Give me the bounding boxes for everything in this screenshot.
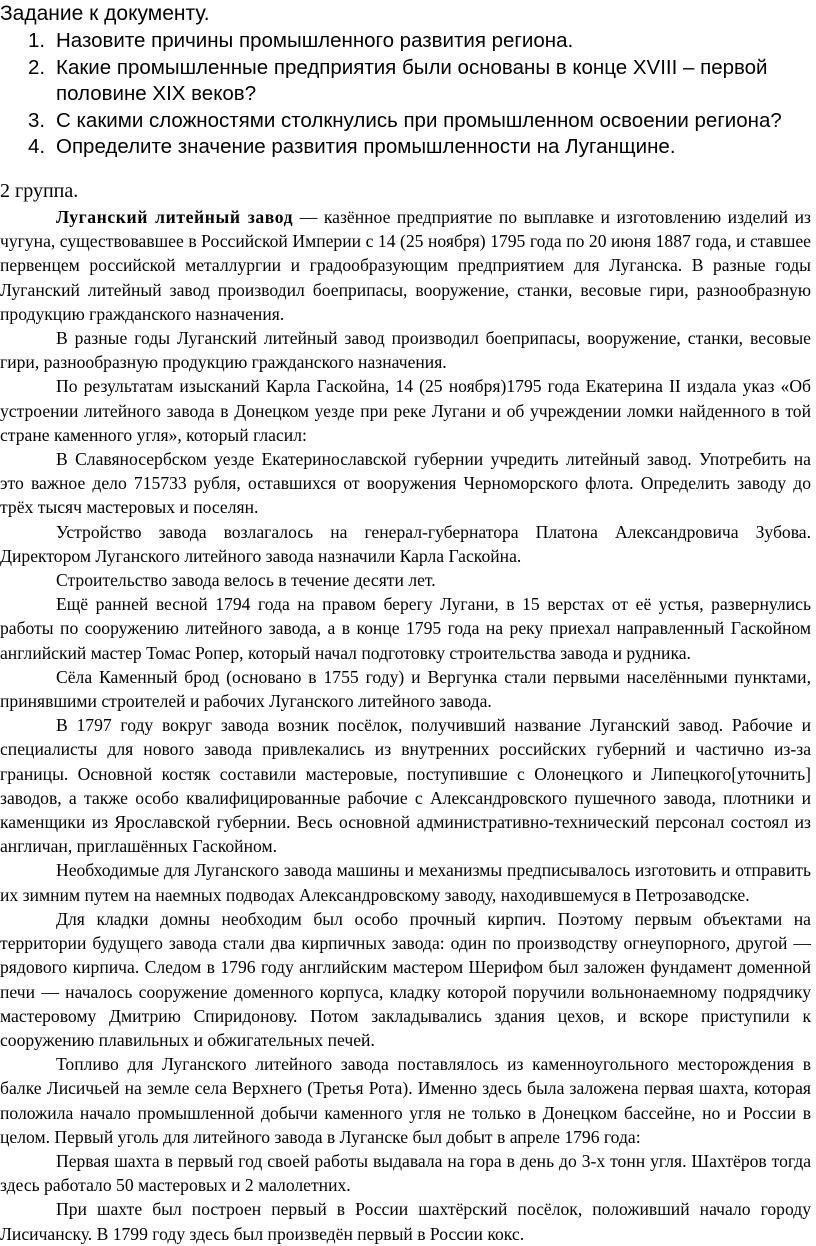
article-paragraph: По результатам изысканий Карла Гаскойна, 14 (25 ноября)1795 года Екатерина II издала указ «Об устроении литейного завода в Донецком уезде при реке Лугани и об учреждении ломки найденного в той стране каменного угля», который гласил: [0, 376, 811, 445]
task-text: Какие промышленные предприятия были основаны в конце XVIII – первой половине XIX веков? [56, 55, 768, 105]
task-text: Определите значение развития промышленности на Луганщине. [56, 135, 676, 158]
article-paragraph: Необходимые для Луганского завода машины и механизмы предписывалось изготовить и отправить их зимним путем на наемных подводах Александровскому заводу, находившемуся в Петрозаводске. [0, 860, 811, 905]
task-text: С какими сложностями столкнулись при промышленном освоении региона? [56, 108, 782, 132]
task-item [28, 108, 798, 135]
article-paragraph: Устройство завода возлагалось на генерал-губернатора Платона Александровича Зубова. Директором Луганского литейного завода назначили Карла Гаскойна. [0, 521, 811, 566]
task-number: 2. [28, 55, 46, 79]
article-paragraph: Сёла Каменный брод (основано в 1755 году) и Вергунка стали первыми населёнными пунктами, принявшими строителей и рабочих Луганского литейного завода. [0, 666, 811, 712]
task-number: 4. [28, 135, 46, 158]
article-paragraph: Первая шахта в первый год своей работы выдавала на гора в день до 3-х тонн угля. Шахтёров тогда здесь работало 50 мастеровых и 2 малолетних. [0, 1150, 811, 1196]
task-number: 1. [28, 29, 46, 52]
task-item [28, 134, 798, 161]
task-item [28, 28, 798, 55]
article-paragraph: В 1797 году вокруг завода возник посёлок, получивший название Луганский завод. Рабочие и специалисты для нового завода привлекались из внутренних российских губерний и частично из-за границы. Основной костяк составили мастеровые, поступившие с Олонецкого и Липецкого[уточнить] заводов, а также особо квалифицированные рабочие с Александровского пушечного завода, плотники и каменщики из Ярославской губернии. Весь основной административно-технический персонал состоял из англичан, приглашённых Гаскойном. [0, 715, 811, 857]
group-title: 2 группа. [0, 180, 79, 202]
article-intro-text: — казённое предприятие по выплавке и изготовлению изделий из чугуна, существовавшее в Российской Империи с 14 (25 ноября) 1795 года по 20 июня 1887 года, и ставшее первенцем российской металлургии и градообразующим предприятием для Луганска. В разные годы Луганский литейный завод производил боеприпасы, вооружение, станки, весовые гири, разнообразную продукцию гражданского назначения. [0, 207, 811, 324]
task-heading: Задание к документу. [0, 2, 210, 25]
task-number: 3. [28, 108, 46, 132]
article-paragraph: В разные годы Луганский литейный завод производил боеприпасы, вооружение, станки, весовые гири, разнообразную продукцию гражданского назначения. [0, 328, 811, 373]
task-list [28, 28, 798, 161]
article-paragraph: Топливо для Луганского литейного завода поставлялось из каменноугольного месторождения в балке Лисичьей на земле села Верхнего (Третья Рота). Именно здесь была заложена первая шахта, которая положила начало промышленной добычи каменного угля не только в Донецком бассейне, но и России в целом. Первый уголь для литейного завода в Луганске был добыт в апреле 1796 года: [0, 1054, 811, 1147]
article-paragraph: В Славяносербском уезде Екатеринославской губернии учредить литейный завод. Употребить на это важное дело 715733 рубля, оставшихся от вооружения Черноморского флота. Определить заводу до трёх тысяч мастеровых и поселян. [0, 449, 811, 518]
article-term: Луганский литейный завод [56, 207, 294, 227]
article-paragraph: Строительство завода велось в течение десяти лет. [56, 570, 436, 591]
task-item [28, 55, 798, 108]
article-body [0, 205, 811, 1246]
task-text: Назовите причины промышленного развития региона. [56, 29, 574, 52]
article-paragraph: Ещё ранней весной 1794 года на правом берегу Лугани, в 15 верстах от её устья, развернулись работы по сооружению литейного завода, а в конце 1795 года на реку приехал направленный Гаскойном английский мастер Томас Ропер, который начал подготовку строительства завода и рудника. [0, 594, 811, 663]
article-paragraph: Для кладки домны необходим был особо прочный кирпич. Поэтому первым объектами на территории будущего завода стали два кирпичных завода: один по производству огнеупорного, другой — рядового кирпича. Следом в 1796 году английским мастером Шерифом был заложен фундамент доменной печи — началось сооружение доменного корпуса, кладку которой поручили вольнонаемному подрядчику мастеровому Дмитрию Спиридонову. Потом закладывались здания цехов, и вскоре приступили к сооружению плавильных и обжигательных печей. [0, 908, 811, 1050]
article-intro [0, 205, 811, 326]
article-paragraph: При шахте был построен первый в России шахтёрский посёлок, положивший начало городу Лисичанску. В 1799 году здесь был произведён первый в России кокс. [0, 1199, 811, 1244]
